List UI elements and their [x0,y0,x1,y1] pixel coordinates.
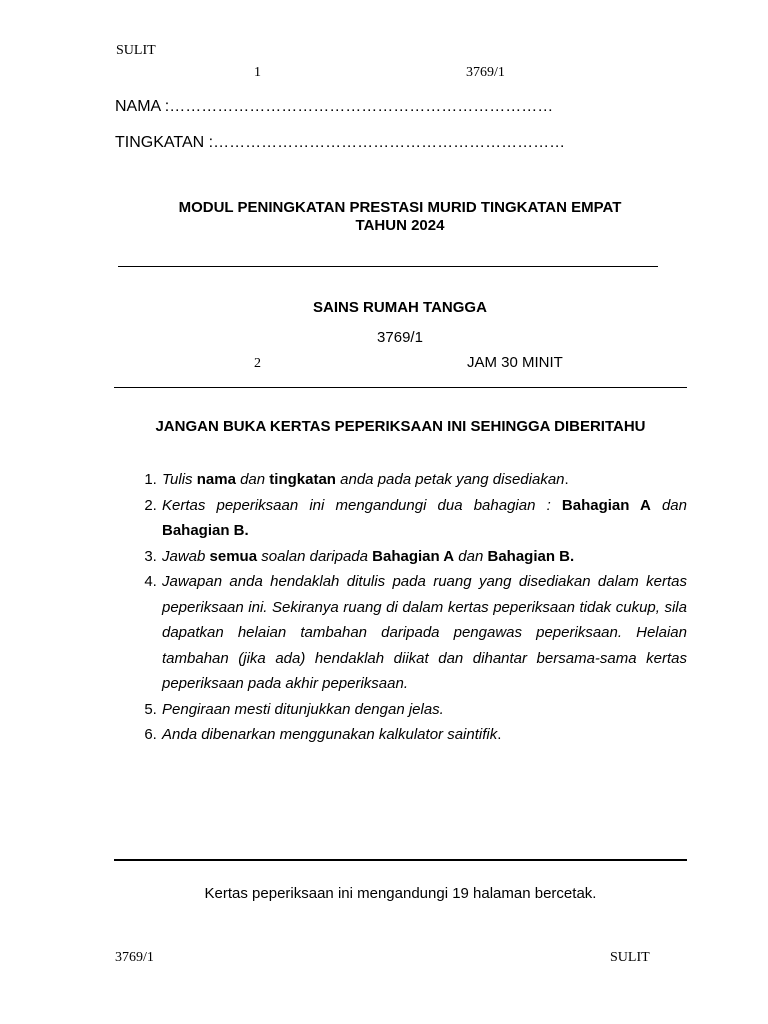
instruction-text-run: Pengiraan mesti ditunjukkan dengan jelas. [162,700,444,718]
form-field: TINGKATAN :………………………………………………………… [115,134,566,151]
instruction-text-run: dan [650,496,687,514]
page-count-note: Kertas peperiksaan ini mengandungi 19 halaman bercetak. [204,885,597,902]
instruction-text-run: soalan daripada [257,547,373,565]
subject-code: 3769/1 [377,329,423,346]
footer-classification: SULIT [610,950,650,965]
instruction-text-run: Kertas peperiksaan ini mengandungi dua bahagian : [162,496,562,514]
header-page-number: 1 [254,65,261,80]
instruction-text-run: semua [209,547,258,565]
warning-text: JANGAN BUKA KERTAS PEPERIKSAAN INI SEHINGGA DIBERITAHU [155,418,646,435]
instruction-item [161,493,687,544]
instruction-text-run: . [564,471,569,488]
duration-hours: 2 [254,356,261,371]
header-classification: SULIT [116,43,156,58]
instruction-item [161,544,687,570]
instruction-text-run: Bahagian B. [162,522,249,539]
instruction-text-run: tingkatan [269,471,336,488]
module-title-line2: TAHUN 2024 [355,217,445,234]
name-field: NAMA :……………………………………………………………… [115,98,554,115]
subject-name: SAINS RUMAH TANGGA [313,299,487,316]
instruction-text-run: nama [196,471,236,488]
instruction-item [161,722,687,748]
instruction-text-run: Bahagian B. [487,547,575,565]
instruction-text-run: dan [235,471,270,488]
duration-minutes: JAM 30 MINIT [467,354,563,371]
title-divider [118,266,658,267]
header-paper-code: 3769/1 [466,65,505,80]
module-title-line1: MODUL PENINGKATAN PRESTASI MURID TINGKATAN EMPAT [178,199,622,216]
footer-paper-code: 3769/1 [115,950,154,965]
instruction-text-run: dan [454,547,488,565]
instruction-text-run: . [497,726,502,743]
instruction-text-run: Jawapan anda hendaklah ditulis pada ruang yang disediakan dalam kertas peperiksaan ini. Sekiranya ruang di dalam kertas peperiksaan tidak cukup, sila dapatkan helaian tambahan daripada pengawas peperiksaan. Helaian tambahan (jika ada) hendaklah diikat dan dihantar bersama-sama kertas peperiksaan pada akhir peperiksaan. [162,573,687,692]
instructions [137,467,687,748]
instructions-list [137,467,687,748]
instruction-text-run: Jawab [162,547,210,565]
subject-divider [114,387,687,388]
instruction-item [161,697,687,723]
footer-divider [114,859,687,861]
instruction-text-run: Bahagian A [372,547,455,565]
instruction-text-run: Tulis [162,471,197,488]
instruction-text-run: anda pada petak yang disediakan [335,471,565,488]
instruction-item [161,467,687,493]
instruction-text-run: Anda dibenarkan menggunakan kalkulator saintifik [162,726,498,743]
instruction-item [161,569,687,697]
instruction-text-run: Bahagian A [561,496,651,514]
